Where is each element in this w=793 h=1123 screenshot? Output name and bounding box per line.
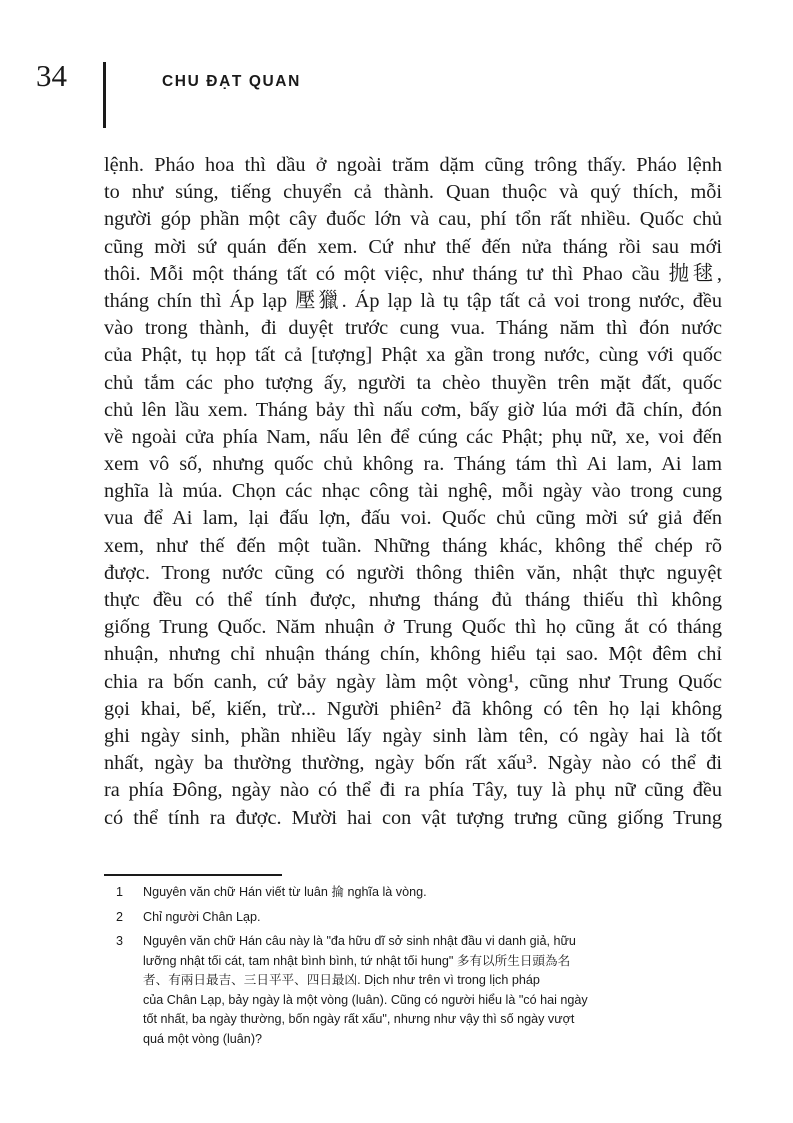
footnotes: [116, 883, 706, 1054]
body-line: xem, như thế đến một tuần. Những tháng khác, không thể chép rõ: [104, 534, 722, 557]
running-title: CHU ĐẠT QUAN: [162, 73, 301, 90]
footnote-line: quá một vòng (luân)?: [143, 1031, 263, 1046]
page-number: 34: [36, 58, 67, 93]
body-line: vua để Ai lam, lại đấu lợn, đấu voi. Quốc chủ cũng mời sứ giả đến: [104, 507, 722, 530]
body-line: tháng chín thì Áp lạp 壓獵. Áp lạp là tụ tập tất cả voi trong nước, đều: [104, 289, 722, 312]
header-divider: [103, 62, 106, 128]
body-line: cũng mời sứ quán đến xem. Cứ như thế đến nửa tháng rồi sau mới: [104, 235, 722, 258]
body-line: ra phía Đông, ngày nào có thể đi ra phía Tây, tuy là phụ nữ cũng đều: [104, 779, 722, 802]
body-line: chủ tắm các pho tượng ấy, người ta chèo thuyền trên mặt đất, quốc: [104, 371, 722, 394]
body-line: nhất, ngày ba thường thường, ngày bốn rất xấu³. Ngày nào có thể đi: [104, 752, 722, 775]
footnote-number: 3: [116, 934, 124, 948]
body-line: lệnh. Pháo hoa thì dầu ở ngoài trăm dặm cũng trông thấy. Pháo lệnh: [104, 154, 722, 176]
body-line: của Phật, tụ họp tất cả [tượng] Phật xa gần trong nước, cùng với quốc: [104, 344, 722, 367]
footnote-line: tốt nhất, ba ngày thường, bốn ngày rất xấu", nhưng như vậy thì số ngày vượt: [143, 1012, 575, 1026]
body-line: vào trong thành, đi duyệt trước cung vua. Tháng năm thì đón nước: [104, 317, 722, 340]
body-line: được. Trong nước cũng có người thông thiên văn, nhật thực nguyệt: [104, 561, 722, 584]
body-line: thực đều có thể tính được, nhưng tháng đủ tháng thiếu thì không: [104, 589, 722, 611]
body-line: nhuận, nhưng chỉ nhuận tháng chín, không hiểu tại sao. Một đêm chỉ: [104, 643, 722, 666]
footnote-line: Chỉ người Chân Lạp.: [143, 909, 261, 924]
footnote-line: Nguyên văn chữ Hán viết từ luân 掄 nghĩa là vòng.: [143, 885, 427, 899]
body-line: người góp phần một cây đuốc lớn và cau, phí tổn rất nhiều. Quốc chủ: [104, 208, 722, 231]
footnote-number: 1: [116, 885, 124, 899]
body-line: về ngoài cửa phía Nam, nấu lên để cúng các Phật; phụ nữ, xe, voi đến: [104, 425, 722, 448]
body-line: chia ra bốn canh, cứ bảy ngày làm một vòng¹, cũng như Trung Quốc: [104, 670, 722, 693]
body-text: [104, 152, 722, 832]
body-line: to như súng, tiếng chuyển cả thành. Quan thuộc và quý thích, mỗi: [104, 181, 722, 204]
body-line: gọi khai, bế, kiến, trừ... Người phiên² đã không có tên họ lại không: [104, 697, 722, 720]
footnote: [116, 908, 706, 928]
body-line: nghĩa là múa. Chọn các nhạc công tài nghệ, mỗi ngày vào trong cung: [104, 480, 722, 503]
footnote-line: Nguyên văn chữ Hán câu này là "đa hữu dĩ sở sinh nhật đầu vi danh giả, hữu: [143, 934, 576, 948]
footnote-number: 2: [116, 909, 124, 924]
footnote-line: của Chân Lạp, bảy ngày là một vòng (luân). Cũng có người hiểu là "có hai ngày: [143, 992, 588, 1007]
body-line: chủ lên lầu xem. Tháng bảy thì nấu cơm, bấy giờ lúa mới đã chín, đón: [104, 398, 722, 421]
body-line: có thể tính ra được. Mười hai con vật tượng trưng cũng giống Trung: [104, 806, 722, 829]
footnote: [116, 932, 706, 1049]
body-line: giống Trung Quốc. Năm nhuận ở Trung Quốc thì họ cũng ắt có tháng: [104, 616, 722, 639]
body-line: thôi. Mỗi một tháng tất có một việc, như tháng tư thì Phao cầu 抛毬,: [104, 262, 722, 285]
footnote: [116, 883, 706, 903]
footnote-rule: [104, 874, 282, 876]
body-line: xem vô số, nhưng quốc chủ không ra. Tháng tám thì Ai lam, Ai lam: [104, 453, 722, 476]
footnote-line: 者、有兩日最吉、三日平平、四日最凶. Dịch như trên vì trong lịch pháp: [143, 973, 540, 987]
footnote-line: lưỡng nhật tối cát, tam nhật bình bình, tứ nhật tối hung" 多有以所生日頭為名: [143, 953, 571, 968]
body-line: ghi ngày sinh, phần nhiều lấy ngày sinh làm tên, có ngày hai là tốt: [104, 724, 722, 747]
